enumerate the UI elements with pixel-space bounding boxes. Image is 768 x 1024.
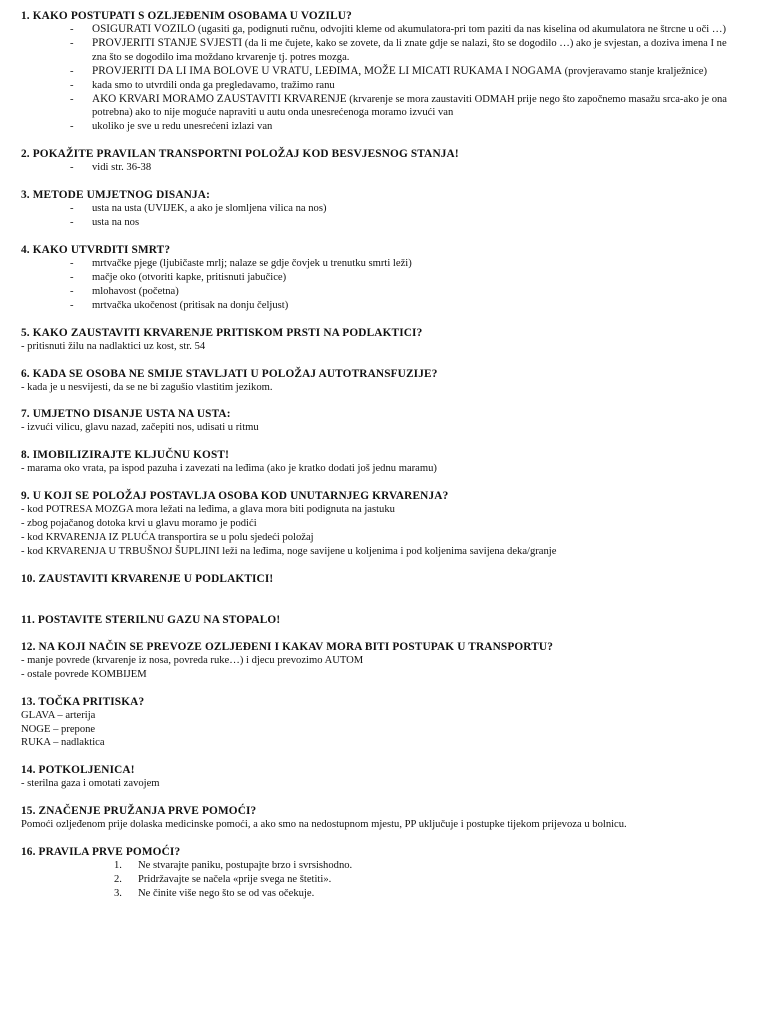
item-text: mrtvačka ukočenost (pritisak na donju čeljust) — [92, 299, 289, 311]
numbered-list-item — [21, 873, 728, 887]
dash-list — [21, 202, 728, 230]
question-title: 13. TOČKA PRITISKA? — [21, 695, 145, 708]
dash-list — [21, 257, 728, 313]
answer-line: - kod POTRESA MOZGA mora ležati na leđima, a glava mora biti podignuta na jastuku — [21, 504, 395, 516]
question-title: 10. ZAUSTAVITI KRVARENJE U PODLAKTICI! — [21, 572, 274, 585]
question-1 — [21, 9, 728, 134]
item-number: 3. — [114, 888, 122, 899]
question-title: 12. NA KOJI NAČIN SE PREVOZE OZLJEĐENI I KAKAV MORA BITI POSTUPAK U TRANSPORTU? — [21, 640, 554, 653]
dash-list-item — [21, 299, 728, 313]
item-number: 1. — [114, 860, 122, 872]
numbered-list-item — [21, 887, 728, 901]
item-text: Pridržavajte se načela «prije svega ne štetiti». — [138, 874, 332, 886]
question-14 — [21, 763, 728, 791]
dash-list-item — [21, 257, 728, 271]
answer-line: - marama oko vrata, pa ispod pazuha i zavezati na leđima (ako je kratko dodati još jednu maramu) — [21, 463, 437, 475]
answer-line: - zbog pojačanog dotoka krvi u glavu moramo je podići — [21, 518, 257, 530]
question-title: 14. POTKOLJENICA! — [21, 764, 135, 777]
item-text: ukoliko je sve u redu unesrećeni izlazi van — [92, 121, 273, 133]
dash-list — [21, 23, 728, 134]
item-text: (da li me čujete, kako se zovete, da li znate gdje se nalazi, što se dogodilo …) ako je svjestan, a doziva imena I ne zna što se dogodilo ima moždano krvarenje tj. potres mozga. — [92, 37, 727, 63]
item-emphasis: OSIGURATI VOZILO — [92, 23, 196, 35]
item-text: (ugasiti ga, podignuti ručnu, odvojiti kleme od akumulatora-pri tom paziti da nas kiselina od akumulatora ne štrcne u oči …) — [195, 24, 727, 35]
numbered-list-item — [21, 859, 728, 873]
question-7 — [21, 407, 728, 435]
item-text: Ne stvarajte paniku, postupajte brzo i svrsishodno. — [138, 860, 353, 872]
answer-line: - ostale povrede KOMBIJEM — [21, 668, 147, 680]
dash-list-item — [21, 93, 728, 121]
item-text: usta na nos — [92, 217, 140, 229]
dash-list-item — [21, 65, 728, 79]
answer-line: - kod KRVARENJA IZ PLUĆA transportira se u polu sjedeći položaj — [21, 532, 314, 544]
dash-list-item — [21, 37, 728, 65]
question-title: 7. UMJETNO DISANJE USTA NA USTA: — [21, 408, 231, 421]
question-15 — [21, 804, 728, 832]
dash-list-item — [21, 161, 728, 175]
question-12 — [21, 640, 728, 682]
question-11 — [21, 613, 728, 627]
answer-line: - manje povrede (krvarenje iz nosa, povreda ruke…) i djecu prevozimo AUTOM — [21, 654, 364, 666]
question-10 — [21, 572, 728, 586]
question-title: 11. POSTAVITE STERILNU GAZU NA STOPALO! — [21, 613, 281, 626]
item-emphasis: PROVJERITI STANJE SVJESTI — [92, 36, 243, 49]
question-title: 2. POKAŽITE PRAVILAN TRANSPORTNI POLOŽAJ KOD BESVJESNOG STANJA! — [21, 148, 459, 161]
answer-line: - kod KRVARENJA U TRBUŠNOJ ŠUPLJINI leži na leđima, noge savijene u koljenima i pod koljenima savijena deka/granje — [21, 545, 557, 557]
item-text: vidi str. 36-38 — [92, 162, 152, 174]
question-title: 4. KAKO UTVRDITI SMRT? — [21, 243, 171, 256]
dash-list-item — [21, 202, 728, 216]
answer-line: NOGE – prepone — [21, 723, 96, 735]
answer-line: RUKA – nadlaktica — [21, 737, 105, 749]
answer-paragraph: Pomoći ozljeđenom prije dolaska medicinske pomoći, a ako smo na nedostupnom mjestu, PP uključuje i postupke tijekom prijevoza u bolnicu. — [21, 819, 627, 831]
question-4 — [21, 243, 728, 313]
answer-line: GLAVA – arterija — [21, 709, 96, 721]
item-emphasis: AKO KRVARI MORAMO ZAUSTAVITI KRVARENJE — [92, 92, 347, 105]
dash-list-item — [21, 23, 728, 37]
question-2 — [21, 147, 728, 175]
question-title: 8. IMOBILIZIRAJTE KLJUČNU KOST! — [21, 449, 230, 462]
dash-list-item — [21, 216, 728, 230]
question-title: 9. U KOJI SE POLOŽAJ POSTAVLJA OSOBA KOD UNUTARNJEG KRVARENJA? — [21, 490, 449, 503]
answer-line: - pritisnuti žilu na nadlaktici uz kost, str. 54 — [21, 340, 206, 352]
dash-list-item — [21, 79, 728, 93]
question-5 — [21, 326, 728, 354]
question-title: 1. KAKO POSTUPATI S OZLJEĐENIM OSOBAMA U VOZILU? — [21, 10, 352, 22]
item-text: mlohavost (početna) — [92, 285, 179, 297]
question-title: 3. METODE UMJETNOG DISANJA: — [21, 189, 210, 202]
answer-line: - sterilna gaza i omotati zavojem — [21, 778, 160, 790]
question-16 — [21, 845, 728, 901]
item-number: 2. — [114, 874, 122, 886]
dash-list-item — [21, 271, 728, 285]
item-text: mačje oko (otvoriti kapke, pritisnuti jabučice) — [92, 271, 287, 283]
question-title: 15. ZNAČENJE PRUŽANJA PRVE POMOĆI? — [21, 805, 257, 818]
numbered-list — [21, 859, 728, 901]
question-6 — [21, 367, 728, 395]
question-title: 5. KAKO ZAUSTAVITI KRVARENJE PRITISKOM PRSTI NA PODLAKTICI? — [21, 326, 423, 339]
question-13 — [21, 695, 728, 751]
question-title: 6. KADA SE OSOBA NE SMIJE STAVLJATI U POLOŽAJ AUTOTRANSFUZIJE? — [21, 367, 438, 380]
item-text: (krvarenje se mora zaustaviti ODMAH prije nego što započnemo masažu srca-ako je ona potrebna) ako to nije moguće napraviti u autu onda unesrećenoga moramo izvući van — [92, 93, 727, 119]
item-emphasis: PROVJERITI DA LI IMA BOLOVE U VRATU, LEĐIMA, MOŽE LI MICATI RUKAMA I NOGAMA — [92, 64, 562, 77]
item-text: Ne činite više nego što se od vas očekuje. — [138, 888, 315, 899]
item-text: (provjeravamo stanje kralježnice) — [561, 65, 707, 77]
dash-list-item — [21, 285, 728, 299]
item-text: usta na usta (UVIJEK, a ako je slomljena vilica na nos) — [92, 203, 327, 215]
item-text: kada smo to utvrdili onda ga pregledavamo, tražimo ranu — [92, 79, 335, 91]
question-9 — [21, 489, 728, 559]
dash-list-item — [21, 120, 728, 134]
question-3 — [21, 188, 728, 230]
question-8 — [21, 448, 728, 476]
answer-line: - izvući vilicu, glavu nazad, začepiti nos, udisati u ritmu — [21, 422, 259, 434]
answer-line: - kada je u nesvijesti, da se ne bi zagušio vlastitim jezikom. — [21, 381, 273, 393]
item-text: mrtvačke pjege (ljubičaste mrlj; nalaze se gdje čovjek u trenutku smrti leži) — [92, 257, 412, 269]
question-title: 16. PRAVILA PRVE POMOĆI? — [21, 846, 181, 859]
dash-list — [21, 161, 728, 175]
